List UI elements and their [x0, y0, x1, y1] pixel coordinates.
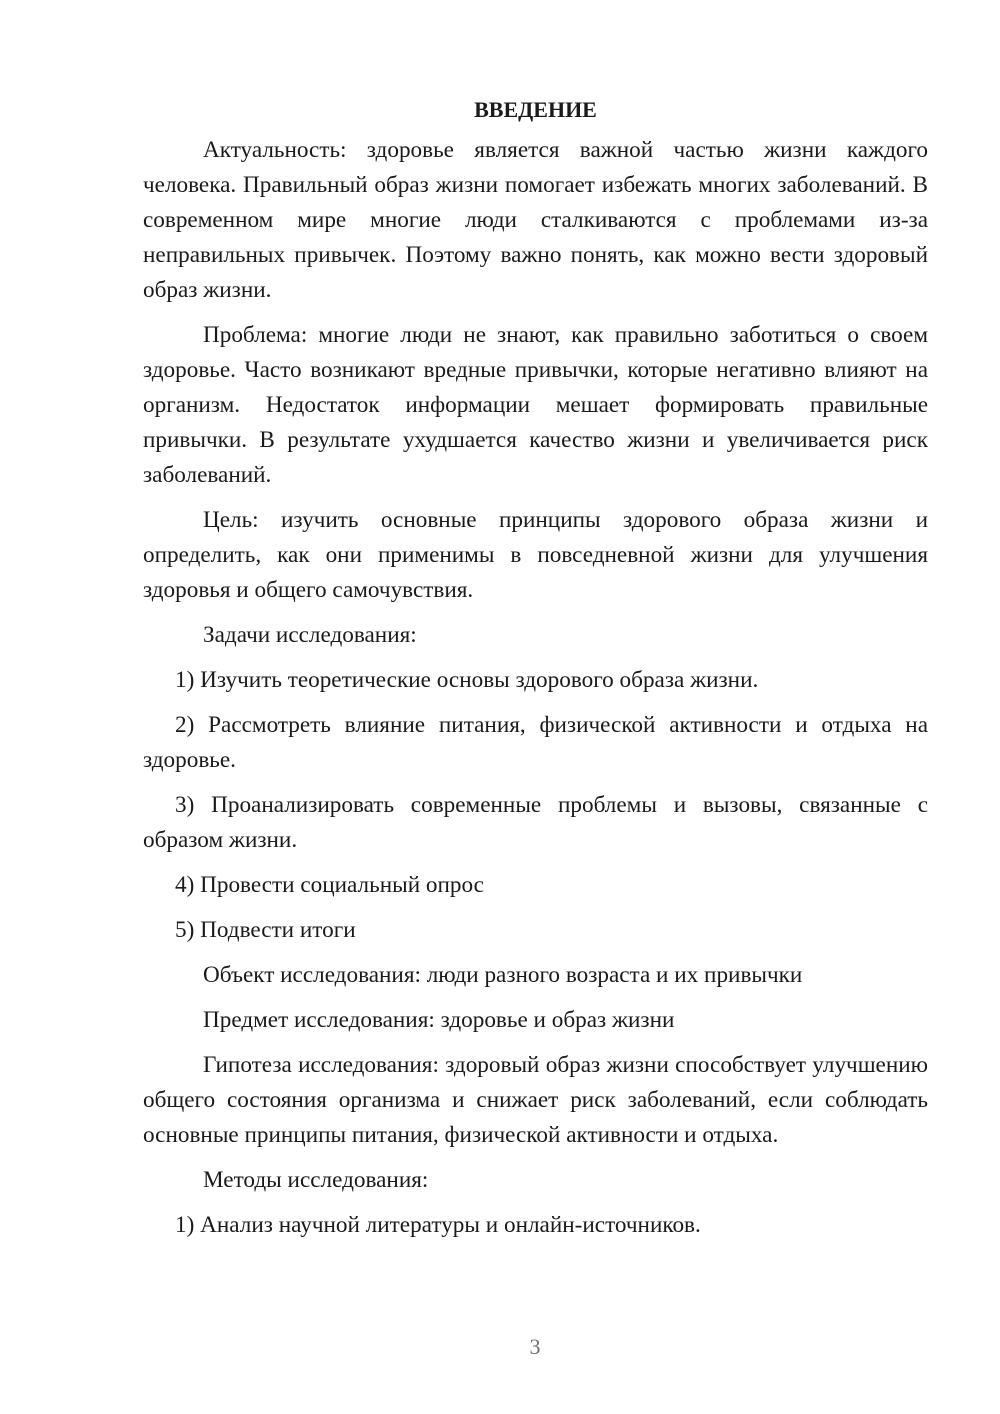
task-item-3: 3) Проанализировать современные проблемы и вызовы, связанные с образом жизни. [143, 792, 928, 853]
object-paragraph: Объект исследования: люди разного возраста и их привычки [203, 962, 803, 988]
task-item-1: 1) Изучить теоретические основы здорового образа жизни. [175, 667, 759, 693]
task-item-4: 4) Провести социальный опрос [175, 872, 484, 898]
page-content [143, 92, 928, 1253]
goal-paragraph: Цель: изучить основные принципы здорового образа жизни и определить, как они применимы в повседневной жизни для улучшения здоровья и общего самочувствия. [143, 507, 928, 603]
task-item-5: 5) Подвести итоги [175, 917, 356, 943]
method-item-1: 1) Анализ научной литературы и онлайн-источников. [175, 1212, 701, 1238]
relevance-paragraph: Актуальность: здоровье является важной частью жизни каждого человека. Правильный образ жизни помогает избежать многих заболеваний. В современном мире многие люди сталкиваются с проблемами из-за неправильных привычек. Поэтому важно понять, как можно вести здоровый образ жизни. [143, 137, 928, 303]
tasks-title: Задачи исследования: [203, 622, 417, 648]
problem-paragraph: Проблема: многие люди не знают, как правильно заботиться о своем здоровье. Часто возникают вредные привычки, которые негативно влияют на организм. Недостаток информации мешает формировать правильные привычки. В результате ухудшается качество жизни и увеличивается риск заболеваний. [143, 322, 928, 488]
methods-title: Методы исследования: [203, 1167, 429, 1193]
subject-paragraph: Предмет исследования: здоровье и образ жизни [203, 1007, 675, 1033]
section-heading: ВВЕДЕНИЕ [474, 97, 597, 122]
task-item-2: 2) Рассмотреть влияние питания, физической активности и отдыха на здоровье. [143, 712, 928, 773]
hypothesis-paragraph: Гипотеза исследования: здоровый образ жизни способствует улучшению общего состояния организма и снижает риск заболеваний, если соблюдать основные принципы питания, физической активности и отдыха. [143, 1052, 928, 1148]
page-number: 3 [529, 1334, 541, 1359]
